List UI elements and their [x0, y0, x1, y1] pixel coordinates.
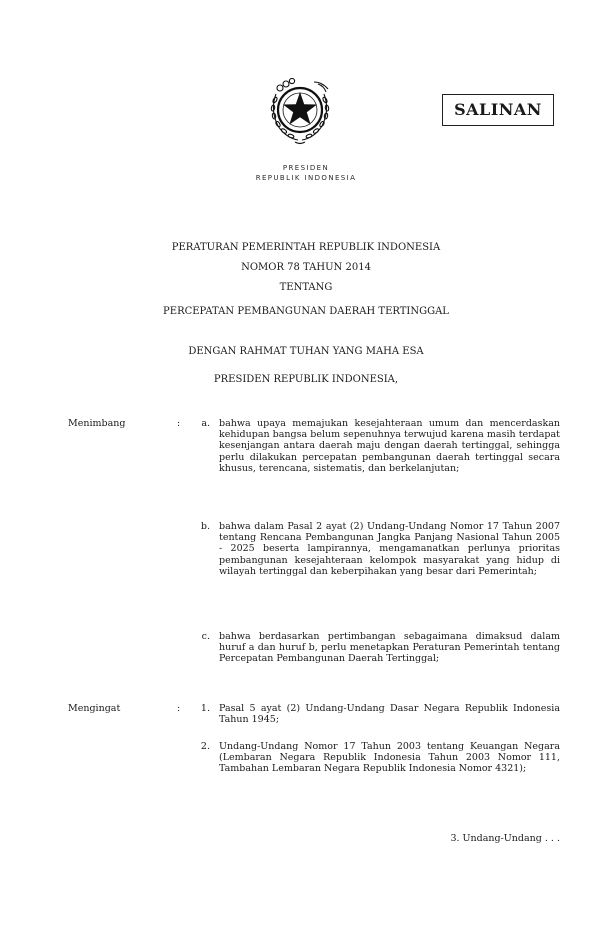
mengingat-item-1: Pasal 5 ayat (2) Undang-Undang Dasar Negara Republik Indonesia Tahun 1945; [219, 703, 560, 726]
menimbang-colon: : [177, 418, 181, 429]
republik-indonesia-label: REPUBLIK INDONESIA [255, 174, 357, 182]
mengingat-marker-2: 2. [200, 741, 210, 752]
menimbang-marker-a: a. [201, 418, 210, 429]
title-regulation: PERATURAN PEMERINTAH REPUBLIK INDONESIA [171, 242, 441, 253]
preamble-rahmat: DENGAN RAHMAT TUHAN YANG MAHA ESA [188, 346, 424, 357]
menimbang-label: Menimbang [68, 418, 126, 429]
page-continuation: 3. Undang-Undang . . . [450, 833, 560, 844]
mengingat-colon: : [177, 703, 181, 714]
presiden-label: PRESIDEN [282, 164, 330, 172]
mengingat-item-2: Undang-Undang Nomor 17 Tahun 2003 tentang Keuangan Negara (Lembaran Negara Republik Indonesia Tahun 2003 Nomor 111, Tambahan Lembaran Negara Republik Indonesia Nomor 4321); [219, 741, 560, 775]
menimbang-item-c: bahwa berdasarkan pertimbangan sebagaimana dimaksud dalam huruf a dan huruf b, perlu menetapkan Peraturan Pemerintah tentang Percepatan Pembangunan Daerah Tertinggal; [219, 631, 560, 665]
salinan-stamp: SALINAN [442, 94, 554, 126]
mengingat-marker-1: 1. [200, 703, 210, 714]
garuda-emblem-icon [262, 72, 338, 148]
menimbang-item-a: bahwa upaya memajukan kesejahteraan umum dan mencerdaskan kehidupan bangsa belum sepenuhnya terwujud karena masih terdapat kesenjangan antara daerah maju dengan daerah tertinggal, sehingga perlu dilakukan percepatan pembangunan daerah tertinggal secara khusus, terencana, sistematis, dan berkelanjutan; [219, 418, 560, 474]
preamble-presiden: PRESIDEN REPUBLIK INDONESIA, [213, 374, 399, 385]
menimbang-marker-c: c. [201, 631, 210, 642]
title-number: NOMOR 78 TAHUN 2014 [241, 262, 371, 273]
title-subject: PERCEPATAN PEMBANGUNAN DAERAH TERTINGGAL [163, 306, 449, 317]
mengingat-label: Mengingat [68, 703, 121, 714]
title-tentang: TENTANG [279, 282, 333, 293]
menimbang-marker-b: b. [200, 521, 210, 532]
menimbang-item-b: bahwa dalam Pasal 2 ayat (2) Undang-Undang Nomor 17 Tahun 2007 tentang Rencana Pembangunan Jangka Panjang Nasional Tahun 2005 - 2025 beserta lampirannya, mengamanatkan perlunya prioritas pembangunan kesejahteraan kelompok masyarakat yang hidup di wilayah tertinggal dan keberpihakan yang besar dari Pemerintah; [219, 521, 560, 577]
